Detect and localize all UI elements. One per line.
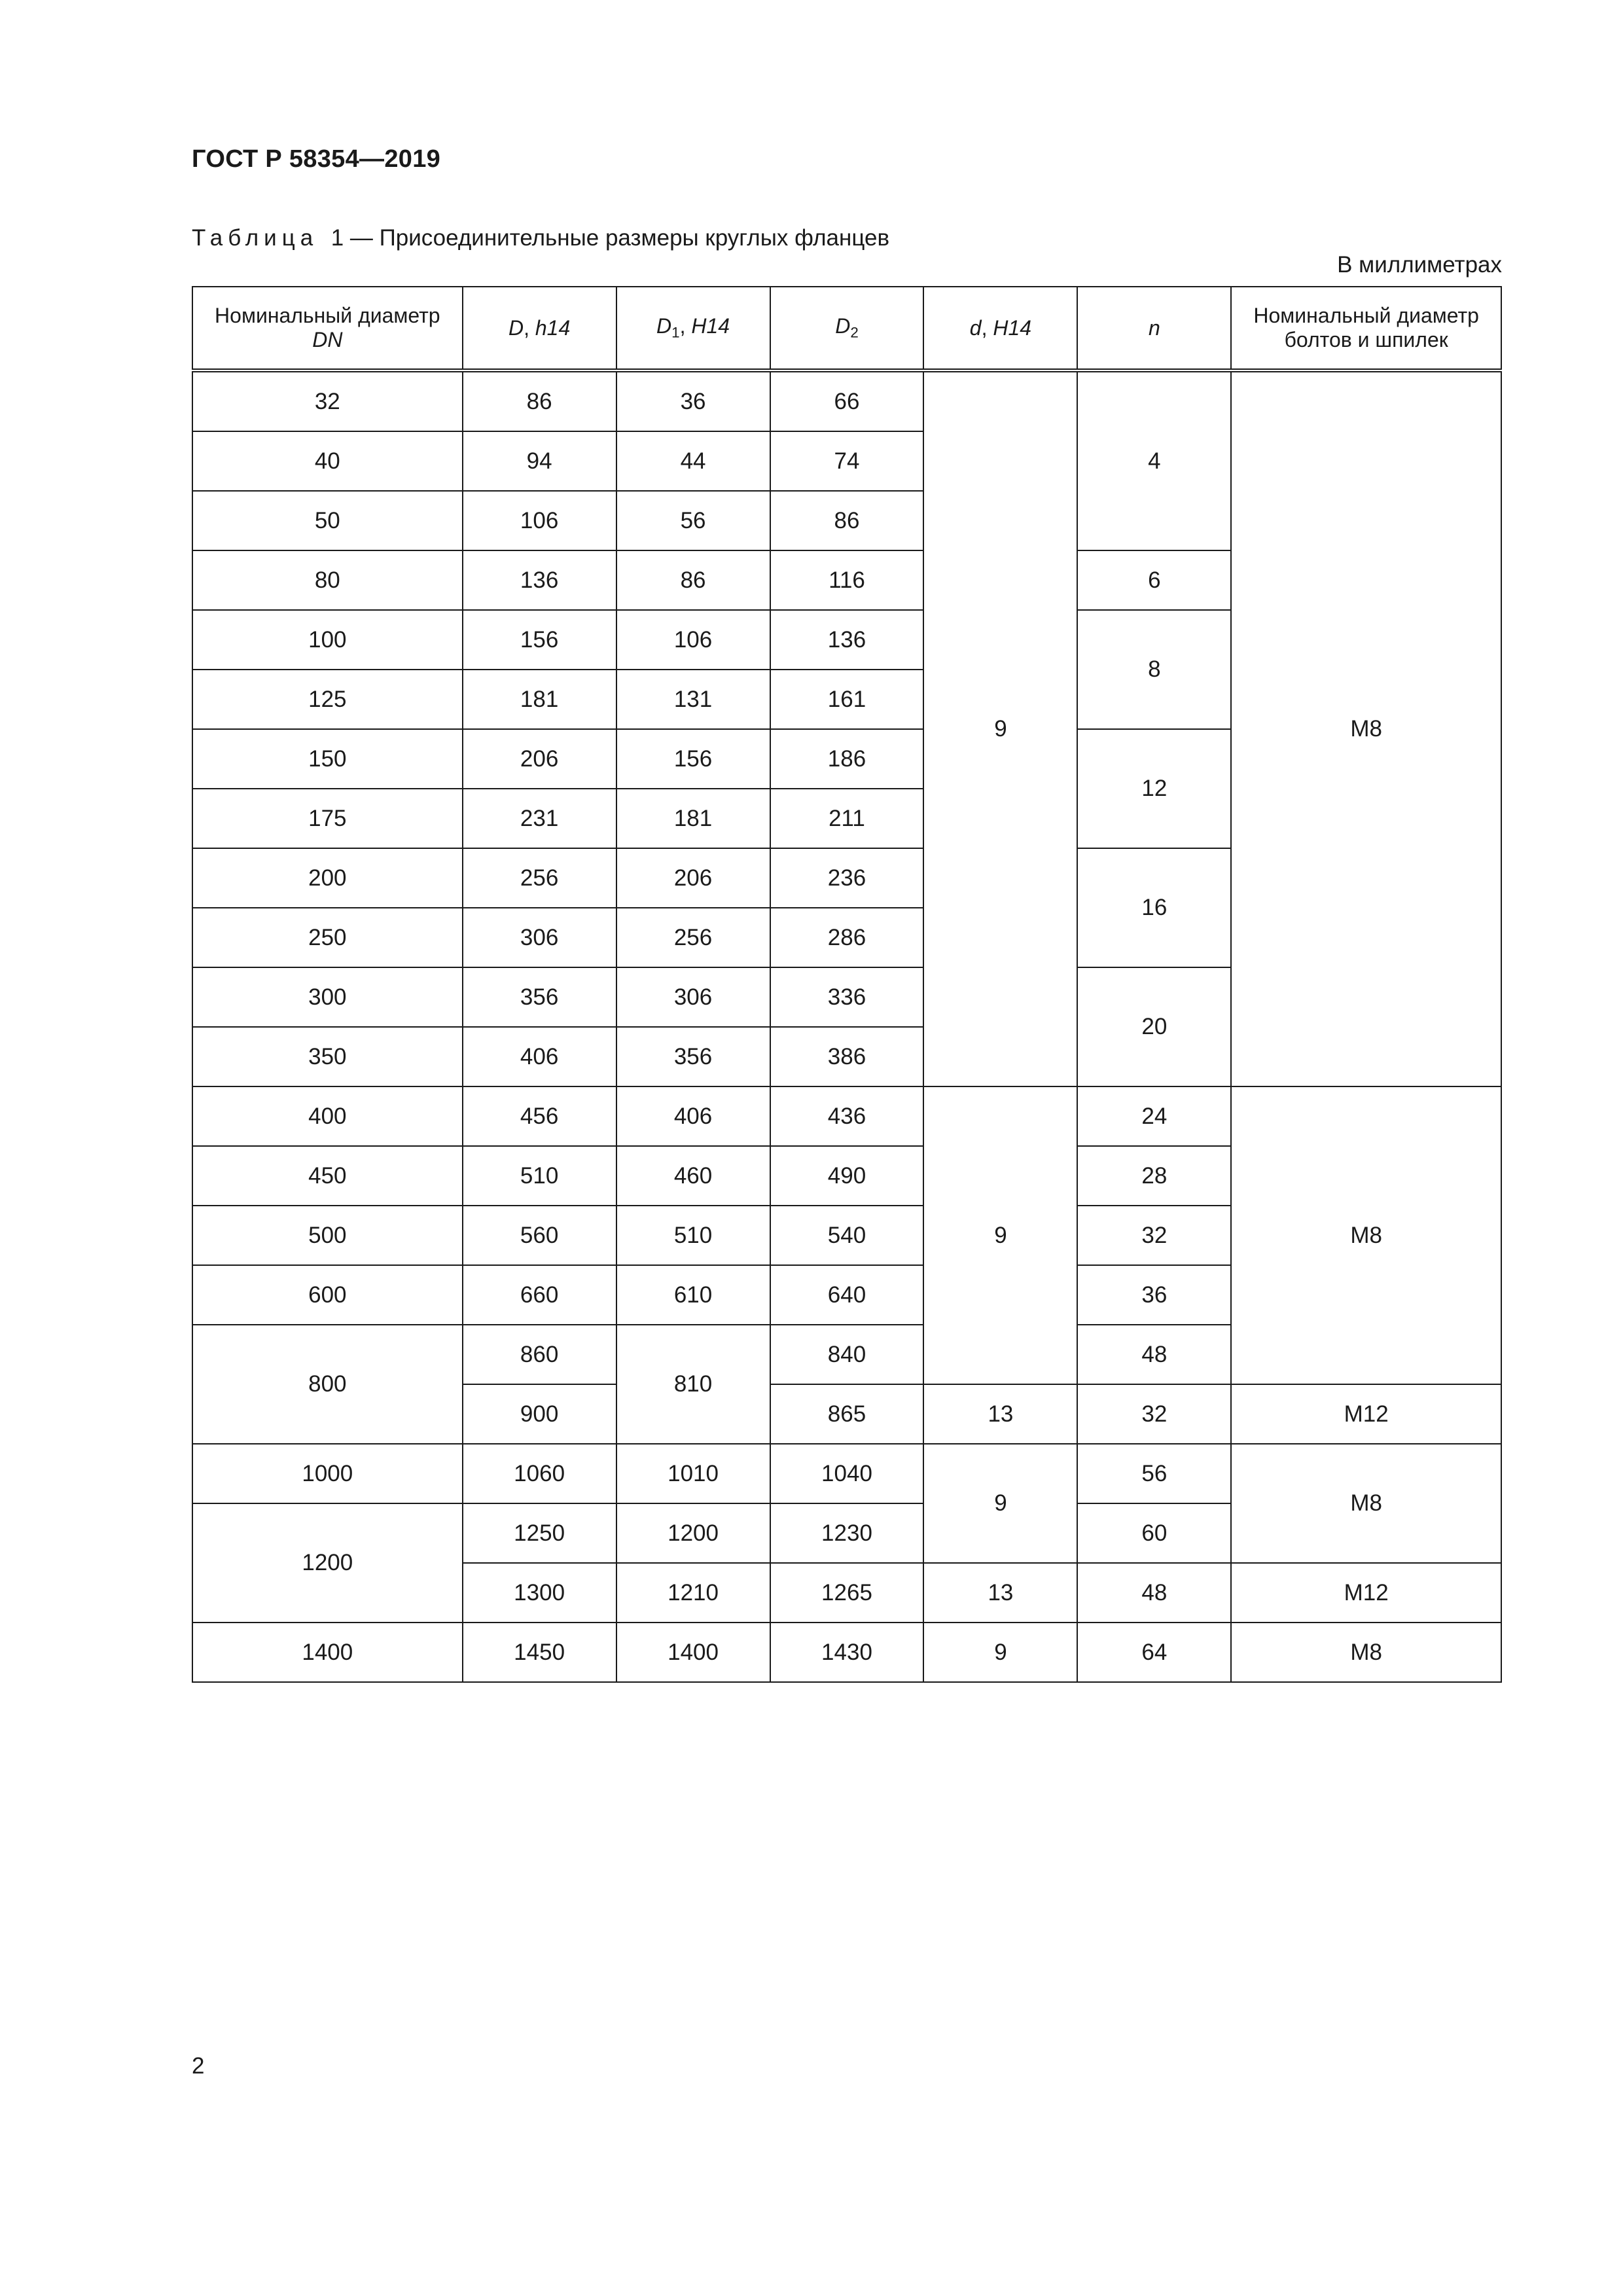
table-header-row xyxy=(192,287,1501,370)
cell-d: 1250 xyxy=(463,1503,616,1563)
cell-d1: 36 xyxy=(616,370,770,431)
header-d-h14-tolerance: h14 xyxy=(535,315,571,340)
cell-d1: 256 xyxy=(616,908,770,967)
cell-d1: 460 xyxy=(616,1146,770,1206)
cell-d: 560 xyxy=(463,1206,616,1265)
cell-dn: 175 xyxy=(192,789,463,848)
cell-d: 106 xyxy=(463,491,616,550)
cell-bolt: M12 xyxy=(1231,1384,1501,1444)
table-caption-number: 1 xyxy=(330,225,344,251)
cell-d2: 136 xyxy=(770,610,924,670)
cell-d1: 356 xyxy=(616,1027,770,1086)
cell-bolt: M8 xyxy=(1231,1444,1501,1563)
cell-n: 36 xyxy=(1077,1265,1231,1325)
cell-d1: 1200 xyxy=(616,1503,770,1563)
table-caption-label: Таблица xyxy=(192,225,319,251)
cell-dn: 500 xyxy=(192,1206,463,1265)
cell-dn: 200 xyxy=(192,848,463,908)
cell-d1: 810 xyxy=(616,1325,770,1444)
cell-d2: 186 xyxy=(770,729,924,789)
table-row xyxy=(192,1086,1501,1146)
cell-dn: 40 xyxy=(192,431,463,491)
cell-d: 86 xyxy=(463,370,616,431)
cell-d1: 1210 xyxy=(616,1563,770,1623)
table-row xyxy=(192,1623,1501,1682)
cell-dn: 125 xyxy=(192,670,463,729)
header-hole-d-h14: d, H14 xyxy=(923,287,1077,370)
header-bolt-diameter xyxy=(1231,287,1501,370)
cell-n: 20 xyxy=(1077,967,1231,1086)
cell-n: 48 xyxy=(1077,1563,1231,1623)
cell-d: 156 xyxy=(463,610,616,670)
cell-d2: 236 xyxy=(770,848,924,908)
cell-n: 28 xyxy=(1077,1146,1231,1206)
cell-bolt: M8 xyxy=(1231,1086,1501,1384)
header-d1-h14-tolerance: H14 xyxy=(691,314,730,338)
header-nominal-diameter-line1: Номинальный диаметр xyxy=(215,304,440,328)
cell-d: 181 xyxy=(463,670,616,729)
cell-n: 4 xyxy=(1077,370,1231,550)
cell-d: 94 xyxy=(463,431,616,491)
header-nominal-diameter xyxy=(192,287,463,370)
cell-d2: 86 xyxy=(770,491,924,550)
cell-d1: 106 xyxy=(616,610,770,670)
cell-d2: 865 xyxy=(770,1384,924,1444)
cell-d2: 66 xyxy=(770,370,924,431)
cell-hole-d: 9 xyxy=(923,370,1077,1086)
cell-d2: 336 xyxy=(770,967,924,1027)
cell-d: 860 xyxy=(463,1325,616,1384)
cell-d2: 74 xyxy=(770,431,924,491)
cell-dn: 150 xyxy=(192,729,463,789)
cell-d1: 1010 xyxy=(616,1444,770,1503)
cell-d2: 540 xyxy=(770,1206,924,1265)
cell-d2: 1230 xyxy=(770,1503,924,1563)
cell-d2: 1040 xyxy=(770,1444,924,1503)
cell-n: 12 xyxy=(1077,729,1231,848)
cell-d: 510 xyxy=(463,1146,616,1206)
cell-n: 32 xyxy=(1077,1384,1231,1444)
cell-d: 1450 xyxy=(463,1623,616,1682)
cell-d: 136 xyxy=(463,550,616,610)
cell-d: 356 xyxy=(463,967,616,1027)
cell-hole-d: 9 xyxy=(923,1444,1077,1563)
units-note: В миллиметрах xyxy=(1337,252,1502,278)
cell-n: 48 xyxy=(1077,1325,1231,1384)
cell-bolt: M8 xyxy=(1231,370,1501,1086)
cell-n: 24 xyxy=(1077,1086,1231,1146)
document-title: ГОСТ Р 58354—2019 xyxy=(192,145,441,173)
cell-d2: 211 xyxy=(770,789,924,848)
cell-hole-d: 9 xyxy=(923,1623,1077,1682)
table-caption xyxy=(192,225,889,251)
header-d1-h14-symbol: D xyxy=(656,314,672,338)
header-d2-subscript: 2 xyxy=(850,324,859,341)
header-d2 xyxy=(770,287,924,370)
cell-n: 32 xyxy=(1077,1206,1231,1265)
cell-d1: 86 xyxy=(616,550,770,610)
cell-d1: 406 xyxy=(616,1086,770,1146)
cell-d2: 840 xyxy=(770,1325,924,1384)
cell-dn: 250 xyxy=(192,908,463,967)
cell-dn: 600 xyxy=(192,1265,463,1325)
flange-dimensions-table xyxy=(192,286,1502,1683)
cell-d2: 1430 xyxy=(770,1623,924,1682)
cell-d: 231 xyxy=(463,789,616,848)
cell-d1: 306 xyxy=(616,967,770,1027)
cell-d: 900 xyxy=(463,1384,616,1444)
header-d-h14: D, h14 xyxy=(463,287,616,370)
cell-d1: 206 xyxy=(616,848,770,908)
cell-d1: 181 xyxy=(616,789,770,848)
header-hole-d-tolerance: H14 xyxy=(993,315,1032,340)
cell-n: 64 xyxy=(1077,1623,1231,1682)
header-nominal-diameter-line2: DN xyxy=(312,328,343,351)
header-hole-d-symbol: d xyxy=(969,315,982,340)
cell-dn: 400 xyxy=(192,1086,463,1146)
cell-n: 16 xyxy=(1077,848,1231,967)
cell-d: 206 xyxy=(463,729,616,789)
page-number: 2 xyxy=(192,2053,205,2079)
cell-dn: 800 xyxy=(192,1325,463,1444)
cell-hole-d: 13 xyxy=(923,1384,1077,1444)
cell-d2: 436 xyxy=(770,1086,924,1146)
table-row xyxy=(192,1444,1501,1503)
cell-dn: 1200 xyxy=(192,1503,463,1623)
cell-dn: 50 xyxy=(192,491,463,550)
cell-dn: 300 xyxy=(192,967,463,1027)
cell-d2: 640 xyxy=(770,1265,924,1325)
cell-d1: 610 xyxy=(616,1265,770,1325)
header-n: n xyxy=(1077,287,1231,370)
cell-hole-d: 9 xyxy=(923,1086,1077,1384)
cell-d2: 1265 xyxy=(770,1563,924,1623)
cell-d: 256 xyxy=(463,848,616,908)
cell-dn: 1000 xyxy=(192,1444,463,1503)
header-bolt-diameter-line1: Номинальный диаметр xyxy=(1253,304,1479,328)
cell-dn: 100 xyxy=(192,610,463,670)
header-d1-h14-subscript: 1 xyxy=(671,324,680,341)
cell-d2: 116 xyxy=(770,550,924,610)
cell-d2: 386 xyxy=(770,1027,924,1086)
header-bolt-diameter-line2: болтов и шпилек xyxy=(1284,328,1448,351)
cell-d2: 161 xyxy=(770,670,924,729)
cell-n: 8 xyxy=(1077,610,1231,729)
cell-d1: 1400 xyxy=(616,1623,770,1682)
header-d1-h14: $D_1$, H14 xyxy=(616,287,770,370)
cell-d: 306 xyxy=(463,908,616,967)
cell-d1: 56 xyxy=(616,491,770,550)
cell-d: 660 xyxy=(463,1265,616,1325)
cell-hole-d: 13 xyxy=(923,1563,1077,1623)
header-d2-symbol: D xyxy=(835,314,851,338)
table-caption-text: — Присоединительные размеры круглых фланцев xyxy=(349,225,890,251)
cell-dn: 80 xyxy=(192,550,463,610)
cell-d: 1300 xyxy=(463,1563,616,1623)
cell-d1: 510 xyxy=(616,1206,770,1265)
table-row xyxy=(192,370,1501,431)
cell-n: 6 xyxy=(1077,550,1231,610)
cell-dn: 32 xyxy=(192,370,463,431)
header-d-h14-symbol: D xyxy=(508,315,524,340)
cell-dn: 350 xyxy=(192,1027,463,1086)
cell-d2: 490 xyxy=(770,1146,924,1206)
cell-d1: 131 xyxy=(616,670,770,729)
cell-d: 406 xyxy=(463,1027,616,1086)
cell-d1: 44 xyxy=(616,431,770,491)
cell-bolt: M12 xyxy=(1231,1563,1501,1623)
cell-d1: 156 xyxy=(616,729,770,789)
cell-d: 1060 xyxy=(463,1444,616,1503)
cell-dn: 1400 xyxy=(192,1623,463,1682)
cell-bolt: M8 xyxy=(1231,1623,1501,1682)
cell-n: 56 xyxy=(1077,1444,1231,1503)
cell-d2: 286 xyxy=(770,908,924,967)
cell-n: 60 xyxy=(1077,1503,1231,1563)
cell-d: 456 xyxy=(463,1086,616,1146)
cell-dn: 450 xyxy=(192,1146,463,1206)
